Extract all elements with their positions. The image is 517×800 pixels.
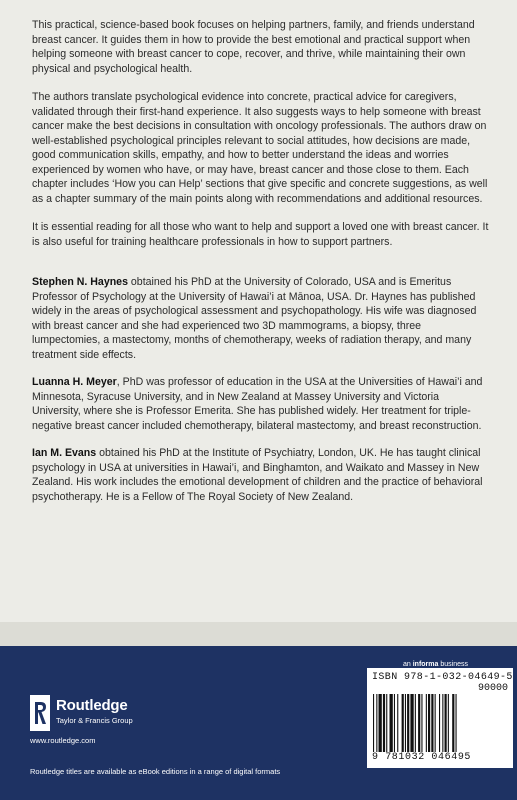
author-bio-text: obtained his PhD at the Institute of Psychiatry, London, UK. He has taught clinical psychology in USA at universities in Hawai’i, and Binghamton, and Waikato and Massey in New Zealand. His work includes the emotional development of children and the practice of behavioral psychotherapy. He is a Fellow of The Royal Society of New Zealand. [32,447,483,503]
author-bio-evans [32,446,490,504]
description-paragraph-3: It is essential reading for all those who want to help and support a loved one with breast cancer. It is also useful for training healthcare professionals in how to support partners. [32,221,489,248]
publisher-url: www.routledge.com [30,736,96,745]
description-paragraph-2: The authors translate psychological evidence into concrete, practical advice for caregivers, validated through their first-hand experience. It also suggests ways to help someone with breast cancer make the best decisions in consultation with oncology professionals. The authors draw on well-established psychological principles relevant to social attitudes, how decisions are made, good communication skills, empathy, and how to better understand the ideas and worries experienced by women who have, or may have, breast cancer and those close to them. Each chapter includes ‘How you can Help’ sections that give specific and concrete suggestions, as well as a chapter summary of the main points along with recommendations and additional resources. [32,91,488,205]
routledge-logo-icon [30,695,50,731]
isbn-label: ISBN 978-1-032-04649-5 [372,672,513,683]
author-bio-text: , PhD was professor of education in the USA at the Universities of Hawai’i and Minnesota, Syracuse University, and in New Zealand at Massey University and Victoria University, where she is Professor Emerita. She has published widely. Her treatment for triple-negative breast cancer included chemotherapy, bilateral mastectomy, and breast reconstruction. [32,376,483,432]
blurb [32,18,490,517]
price-code: 90000 [477,683,508,694]
author-bio-meyer [32,375,490,433]
author-bio-haynes [32,275,490,362]
barcode-number: 9 781032 046495 [372,752,472,763]
publisher-subtitle: Taylor & Francis Group [56,716,133,725]
author-name: Luanna H. Meyer [32,376,117,388]
barcode-bars [373,694,507,752]
author-name: Stephen N. Haynes [32,276,128,288]
publisher-brand: Routledge [56,697,128,714]
isbn-barcode [367,668,513,768]
ebook-footnote: Routledge titles are available as eBook editions in a range of digital formats [30,767,281,776]
description-paragraph-1: This practical, science-based book focuses on helping partners, family, and friends understand breast cancer. It guides them in how to provide the best emotional and practical support when helping someone with breast cancer to cope, recover, and thrive, while maintaining their own physical and psychological health. [32,19,475,75]
informa-label [403,661,468,668]
divider-band [0,622,517,646]
informa-prefix: an [403,661,413,668]
author-bio-text: obtained his PhD at the University of Colorado, USA and is Emeritus Professor of Psychology at the University of Hawai’i at Mānoa, USA. Dr. Haynes has published widely in the areas of psychological assessment and psychopathology. His wife was diagnosed with breast cancer and she had experienced two 3D mammograms, a biopsy, three lumpectomies, a mastectomy, months of chemotherapy, weeks of radiation therapy, and many treatment side effects. [32,276,477,361]
informa-bold: informa [412,661,439,668]
informa-suffix: business [438,661,468,668]
author-name: Ian M. Evans [32,447,97,459]
